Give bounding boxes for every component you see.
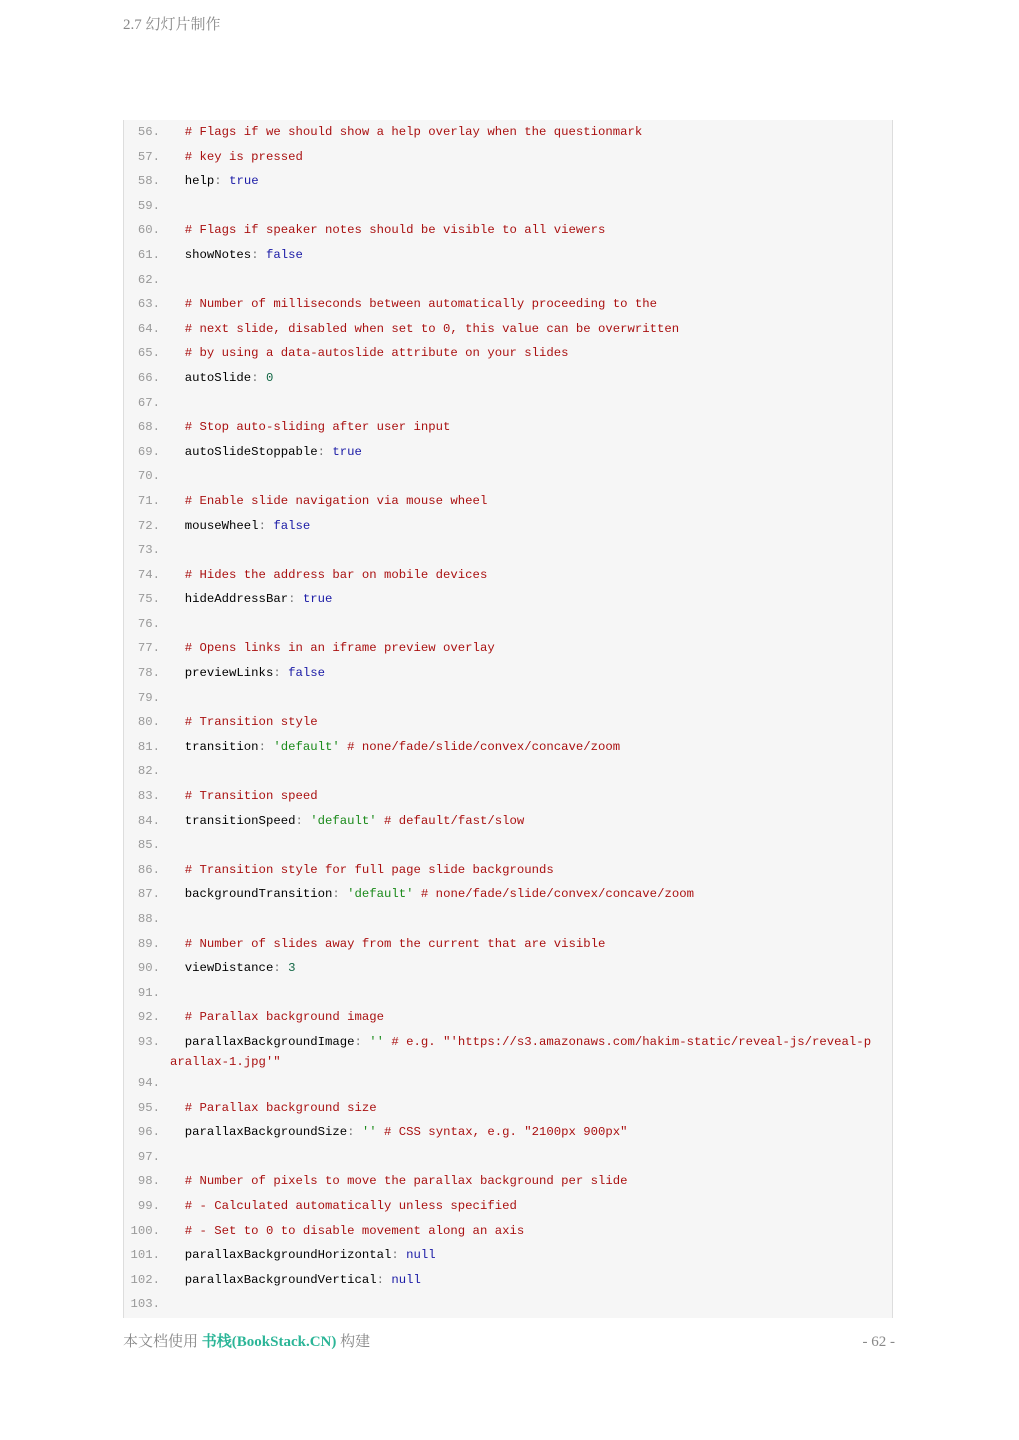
code-token: true (302, 592, 333, 607)
line-number: 103. (130, 1297, 160, 1312)
code-line (124, 1170, 892, 1195)
code-token: viewDistance (170, 961, 274, 976)
code-text (170, 368, 872, 388)
line-number: 66. (137, 370, 160, 385)
code-line (124, 1269, 892, 1294)
line-number: 90. (137, 961, 160, 976)
code-line (124, 121, 892, 146)
line-number: 93. (137, 1034, 160, 1049)
code-token: hideAddressBar (170, 592, 289, 607)
code-line (124, 392, 892, 417)
code-token: : (258, 739, 274, 754)
code-text (170, 737, 872, 757)
code-line (124, 908, 892, 933)
code-text (170, 1171, 872, 1191)
code-line (124, 1121, 892, 1146)
code-text (170, 245, 872, 265)
code-text (170, 343, 872, 363)
code-line (124, 1195, 892, 1220)
code-token: parallaxBackgroundVertical (170, 1272, 377, 1287)
code-text (170, 491, 872, 511)
code-token: 'default' (347, 887, 414, 902)
code-line (124, 1031, 892, 1072)
code-text (170, 1245, 872, 1265)
line-number: 83. (137, 789, 160, 804)
line-number: 86. (137, 862, 160, 877)
line-number: 95. (137, 1100, 160, 1115)
code-token: # key is pressed (170, 149, 303, 164)
code-token: # e.g. "'https://s3.amazonaws.com/hakim-static/reveal-js/reveal-parallax-1.jpg'" (170, 1034, 872, 1069)
line-number: 58. (137, 174, 160, 189)
code-text (170, 712, 872, 732)
line-number: 98. (137, 1174, 160, 1189)
code-line (124, 810, 892, 835)
code-text (170, 417, 872, 437)
code-token: autoSlide (170, 370, 252, 385)
code-token: : (251, 370, 266, 385)
code-token: # none/fade/slide/convex/concave/zoom (413, 887, 694, 902)
page-number: - 62 - (862, 1334, 895, 1350)
code-line (124, 637, 892, 662)
line-number: 65. (137, 346, 160, 361)
line-number: 91. (137, 985, 160, 1000)
code-text (170, 1007, 872, 1027)
code-text (170, 565, 872, 585)
code-token: # Transition style (170, 715, 318, 730)
code-token: showNotes (170, 247, 252, 262)
line-number: 56. (137, 125, 160, 139)
line-number: 87. (137, 887, 160, 902)
line-number: 100. (130, 1223, 160, 1238)
line-number: 60. (137, 223, 160, 238)
line-number: 71. (137, 493, 160, 508)
line-number: 89. (137, 936, 160, 951)
code-token: : (354, 1034, 370, 1049)
code-token: # Hides the address bar on mobile devices (170, 567, 488, 582)
footer-suffix: 构建 (336, 1334, 371, 1350)
code-token: transitionSpeed (170, 813, 296, 828)
code-text (170, 1270, 872, 1290)
code-line (124, 1146, 892, 1171)
code-token: # Enable slide navigation via mouse wheel (170, 493, 488, 508)
code-token: '' (369, 1034, 385, 1049)
code-line (124, 195, 892, 220)
code-line (124, 1293, 892, 1318)
code-text (170, 934, 872, 954)
code-token: # - Calculated automatically unless specified (170, 1198, 517, 1213)
code-token: : (288, 592, 303, 607)
code-text (170, 319, 872, 339)
code-token: # Number of pixels to move the parallax background per slide (170, 1174, 628, 1189)
code-token: # Opens links in an iframe preview overlay (170, 641, 495, 656)
code-text (170, 860, 872, 880)
code-line (124, 711, 892, 736)
code-line (124, 1220, 892, 1245)
code-token: help (170, 174, 215, 189)
code-token: # default/fast/slow (376, 813, 525, 828)
code-line (124, 318, 892, 343)
line-number: 101. (130, 1248, 160, 1263)
code-line (124, 883, 892, 908)
code-line (124, 760, 892, 785)
code-token: # Number of slides away from the current that are visible (170, 936, 606, 951)
code-token: autoSlideStoppable (170, 444, 318, 459)
line-number: 61. (137, 247, 160, 262)
code-text (170, 638, 872, 658)
line-number: 70. (137, 469, 160, 484)
code-token: true (332, 444, 362, 459)
code-token: # Number of milliseconds between automatically proceeding to the (170, 297, 658, 312)
code-token: previewLinks (170, 666, 274, 681)
line-number: 62. (137, 272, 160, 287)
line-number: 63. (137, 297, 160, 312)
code-line (124, 170, 892, 195)
line-number: 82. (137, 764, 160, 779)
code-line (124, 367, 892, 392)
code-token: backgroundTransition (170, 887, 333, 902)
line-number: 79. (137, 690, 160, 705)
code-token: : (376, 1272, 392, 1287)
code-token: # by using a data-autoslide attribute on your slides (170, 346, 569, 361)
line-number: 68. (137, 420, 160, 435)
code-token: false (288, 666, 325, 681)
code-token: # Transition speed (170, 789, 318, 804)
code-text (170, 884, 872, 904)
line-number: 97. (137, 1149, 160, 1164)
line-number: 78. (137, 666, 160, 681)
code-line (124, 416, 892, 441)
code-text (170, 1122, 872, 1142)
code-token: 3 (288, 961, 296, 976)
code-line (124, 1097, 892, 1122)
code-text (170, 1221, 872, 1241)
code-token: # CSS syntax, e.g. "2100px 900px" (376, 1125, 628, 1140)
code-text (170, 1032, 872, 1072)
code-line (124, 490, 892, 515)
code-text (170, 1196, 872, 1216)
code-text (170, 958, 872, 978)
code-token: null (406, 1248, 436, 1263)
line-number: 96. (137, 1125, 160, 1140)
code-token: # next slide, disabled when set to 0, this value can be overwritten (170, 321, 680, 336)
line-number: 72. (137, 518, 160, 533)
code-text (170, 220, 872, 240)
code-token: : (251, 247, 266, 262)
line-number: 80. (137, 715, 160, 730)
line-number: 73. (137, 543, 160, 558)
code-token: true (229, 174, 259, 189)
code-line (124, 785, 892, 810)
code-token: : (273, 666, 289, 681)
code-line (124, 293, 892, 318)
code-line (124, 441, 892, 466)
code-line (124, 146, 892, 171)
code-token: parallaxBackgroundHorizontal (170, 1248, 392, 1263)
code-line (124, 244, 892, 269)
line-number: 84. (137, 813, 160, 828)
code-line (124, 465, 892, 490)
code-token: transition (170, 739, 259, 754)
code-line (124, 1244, 892, 1269)
line-number: 64. (137, 321, 160, 336)
code-token: parallaxBackgroundImage (170, 1034, 355, 1049)
code-token: 'default' (310, 813, 377, 828)
code-line (124, 687, 892, 712)
code-line (124, 834, 892, 859)
bookstack-link[interactable]: 书栈(BookStack.CN) (201, 1334, 337, 1350)
line-number: 76. (137, 616, 160, 631)
code-token: '' (361, 1125, 377, 1140)
line-number: 75. (137, 592, 160, 607)
code-token: # Flags if speaker notes should be visible to all viewers (170, 223, 606, 238)
code-token: : (317, 444, 333, 459)
code-text (170, 1098, 872, 1118)
code-line (124, 982, 892, 1007)
code-line (124, 933, 892, 958)
line-number: 59. (137, 198, 160, 213)
code-token: : (214, 174, 230, 189)
code-token: parallaxBackgroundSize (170, 1125, 348, 1140)
code-line (124, 269, 892, 294)
line-number: 99. (137, 1198, 160, 1213)
code-text (170, 516, 872, 536)
line-number: 85. (137, 838, 160, 853)
code-text (170, 811, 872, 831)
code-line (124, 957, 892, 982)
code-text (170, 122, 872, 142)
line-number: 102. (130, 1272, 160, 1287)
code-token: : (332, 887, 348, 902)
code-line (124, 219, 892, 244)
code-line (124, 859, 892, 884)
code-line (124, 515, 892, 540)
code-text (170, 663, 872, 683)
code-text (170, 786, 872, 806)
code-line (124, 613, 892, 638)
code-text (170, 589, 872, 609)
code-token: : (258, 518, 274, 533)
page-footer (123, 1332, 895, 1352)
code-text (170, 442, 872, 462)
code-token: 0 (265, 370, 274, 385)
line-number: 77. (137, 641, 160, 656)
code-line (124, 736, 892, 761)
line-number: 67. (137, 395, 160, 410)
line-number: 74. (137, 567, 160, 582)
code-token: # none/fade/slide/convex/concave/zoom (339, 739, 621, 754)
code-token: : (273, 961, 289, 976)
line-number: 92. (137, 1010, 160, 1025)
code-line (124, 1072, 892, 1097)
code-line (124, 342, 892, 367)
code-token: : (391, 1248, 407, 1263)
code-token: # - Set to 0 to disable movement along an axis (170, 1223, 525, 1238)
code-token: false (265, 247, 303, 262)
code-token: # Parallax background size (170, 1100, 377, 1115)
code-text (170, 147, 872, 167)
line-number: 69. (137, 444, 160, 459)
code-line (124, 588, 892, 613)
footer-prefix: 本文档使用 (123, 1334, 202, 1350)
code-token: : (347, 1125, 362, 1140)
code-block (123, 120, 893, 1318)
code-token: # Transition style for full page slide backgrounds (170, 862, 554, 877)
code-token: 'default' (273, 739, 340, 754)
line-number: 94. (137, 1075, 160, 1090)
code-text (170, 171, 872, 191)
footer-credit (123, 1332, 370, 1352)
line-number: 57. (137, 149, 160, 164)
code-text (170, 294, 872, 314)
code-token: mouseWheel (170, 518, 259, 533)
code-token: : (295, 813, 311, 828)
code-line (124, 539, 892, 564)
code-line (124, 662, 892, 687)
code-token: # Flags if we should show a help overlay when the questionmark (170, 125, 643, 139)
code-token: false (273, 518, 311, 533)
code-token: null (391, 1272, 421, 1287)
line-number: 88. (137, 912, 160, 926)
code-token: # Parallax background image (170, 1010, 385, 1025)
code-line (124, 564, 892, 589)
code-line (124, 1006, 892, 1031)
line-number: 81. (137, 739, 160, 754)
code-token: # Stop auto-sliding after user input (170, 420, 451, 435)
page-header-title: 2.7 幻灯片制作 (123, 17, 221, 33)
